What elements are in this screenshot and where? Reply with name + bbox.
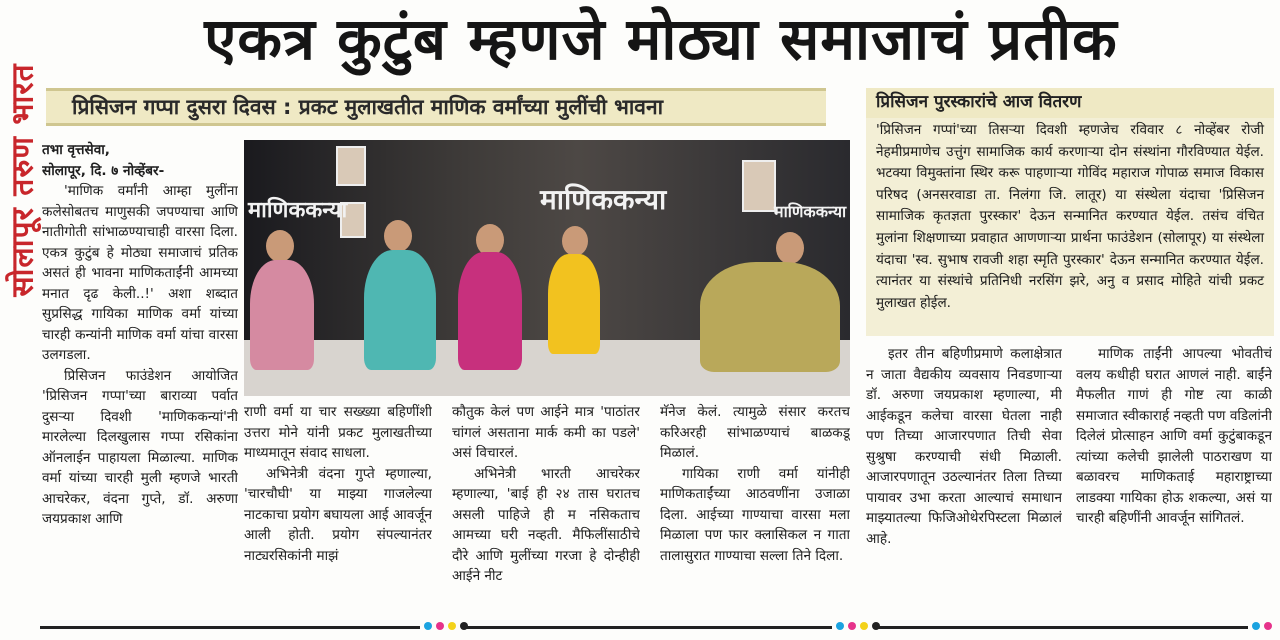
paragraph: प्रिसिजन फाउंडेशन आयोजित 'प्रिसिजन गप्पा'च्या बाराव्या पर्वात दुसऱ्या दिवशी 'माणिककन्यां'नी मारलेल्या दिलखुलास गप्पा रसिकांना ऑनलाईन पाहायला मिळाल्या. माणिक वर्मा यांच्या चारही मुली म्हणजे भारती आचरेकर, वंदना गुप्ते, डॉ. अरुणा जयप्रकाश आणि xyxy=(42,367,238,527)
photo-portrait xyxy=(742,160,776,212)
speaker-head xyxy=(562,226,588,256)
color-dots xyxy=(836,622,880,632)
speaker-4 xyxy=(548,254,600,354)
masthead-text: सोलापूर तरुण भारत xyxy=(5,63,41,297)
masthead-side xyxy=(0,30,42,330)
photo-portrait xyxy=(336,146,366,186)
footer-rule xyxy=(878,626,1248,629)
paragraph: गायिका राणी वर्मा यांनीही माणिकताईंच्या आठवणींना उजाळा दिला. आईच्या गाण्याचा वारसा मला मिळाला पण फार क्लासिकल न गाता तालासुरात गाण्याचा सल्ला तिने दिला. xyxy=(660,465,850,564)
article-column-6 xyxy=(1076,344,1272,618)
sidebar-body xyxy=(866,118,1274,336)
subheadline: प्रिसिजन गप्पा दुसरा दिवस : प्रकट मुलाखतीत माणिक वर्मांच्या मुलींची भावना xyxy=(46,88,826,126)
speaker-3 xyxy=(458,252,522,370)
byline-dateline: सोलापूर, दि. ७ नोव्हेंबर- xyxy=(42,162,165,179)
paragraph: अभिनेत्री भारती आचरेकर म्हणाल्या, 'बाई ही २४ तास घरातच असली पाहिजे ही म नसिकताच आमच्या घरी नव्हती. मैफिलींसाठीचे दौरे आणि मुलींच्या गरजा हे दोन्हीही आईने नीट xyxy=(452,465,640,584)
color-dots xyxy=(424,622,468,632)
byline-agency: तभा वृत्तसेवा, xyxy=(42,142,110,158)
article-column-4 xyxy=(660,402,850,618)
photo-title-right: माणिककन्या xyxy=(774,202,847,221)
speaker-5 xyxy=(700,262,840,372)
footer-rule xyxy=(40,626,420,629)
article-column-3 xyxy=(452,402,640,618)
paragraph: अभिनेत्री वंदना गुप्ते म्हणाल्या, 'चारचौघी' या माझ्या गाजलेल्या नाटकाचा प्रयोग बघायला आई आवर्जून आली होती. प्रयोग संपल्यानंतर नाट्यरसिकांनी माझं xyxy=(244,465,432,564)
article-column-2 xyxy=(244,402,432,618)
paragraph: 'माणिक वर्मांनी आम्हा मुलींना कलेसोबतच माणुसकी जपण्याचा आणि नातीगोती सांभाळण्याचाही वारसा दिला. एकत्र कुटुंब हे मोठ्या समाजाचं प्रतिक असतं ही भावना माणिकताईंनी आमच्या मनात दृढ केली..!' अशा शब्दात सुप्रसिद्ध गायिका माणिक वर्मा यांच्या चारही कन्यांनी माणिक वर्मा यांचा वारसा उलगडला. xyxy=(42,183,238,363)
event-photo xyxy=(244,140,850,396)
speaker-head xyxy=(776,232,804,264)
paragraph: राणी वर्मा या चार सख्ख्या बहिणींशी उत्तरा मोने यांनी प्रकट मुलाखतीच्या माध्यमातून संवाद साधला. xyxy=(244,404,432,461)
speaker-2 xyxy=(364,250,436,370)
photo-title-left: माणिककन्या xyxy=(248,198,348,223)
photo-title-center: माणिककन्या xyxy=(540,183,667,216)
paragraph: कौतुक केलं पण आईने मात्र 'पाठांतर चांगलं असताना मार्क कमी का पडले' असं विचारलं. xyxy=(452,404,640,461)
speaker-head xyxy=(266,230,294,262)
speaker-head xyxy=(384,220,412,252)
sidebar-title: प्रिसिजन पुरस्कारांचे आज वितरण xyxy=(866,88,1274,118)
headline: एकत्र कुटुंब म्हणजे मोठ्या समाजाचं प्रतीक xyxy=(204,5,1118,73)
article-column-1 xyxy=(42,140,238,618)
footer-rule xyxy=(466,626,832,629)
color-dots xyxy=(1252,622,1272,632)
paragraph: माणिक ताईंनी आपल्या भोवतीचं वलय कधीही घरात आणलं नाही. बाईंने मैफलीत गाणं ही गोष्ट त्या काळी समाजात स्वीकारार्ह नव्हती पण वडिलांनी दिलेलं प्रोत्साहन आणि वर्मा कुटुंबाकडून त्यांच्या कलेची झालेली पाठराखण या बळावरच माणिकताई महाराष्ट्राच्या लाडक्या गायिका होऊ शकल्या, असं या चारही बहिणींनी आवर्जून सांगितलं. xyxy=(1076,346,1272,526)
speaker-1 xyxy=(250,260,314,370)
article-column-5 xyxy=(866,344,1062,618)
sidebar-paragraph: 'प्रिसिजन गप्पां'च्या तिसऱ्या दिवशी म्हणजेच रविवार ८ नोव्हेंबर रोजी नेहमीप्रमाणेच उत्तुंग सामाजिक कार्य करणाऱ्या दोन संस्थांना गौरविण्यात येईल. भटक्या विमुक्तांना स्थिर करू पाहणाऱ्या गोविंद महाराज गोपाळ समाज विकास परिषद (अनसरवाडा ता. निलंगा जि. लातूर) या संस्थेला यंदाचा 'प्रिसिजन सामाजिक कृतज्ञता पुरस्कार' देऊन सन्मानित करण्यात येईल. तसंच वंचित मुलांना शिक्षणाच्या प्रवाहात आणणाऱ्या प्रार्थना फाउंडेशन (सोलापूर) या संस्थेला यंदाचा 'स्व. सुभाष रावजी शहा स्मृति पुरस्कार' देऊन सन्मानित करण्यात येईल. त्यानंतर या संस्थांचे प्रतिनिधी नरसिंग झरे, अनु व प्रसाद मोहिते यांची प्रकट मुलाखत होईल. xyxy=(876,122,1264,311)
paragraph: मॅनेज केलं. त्यामुळे संसार करतच करिअरही सांभाळण्याचं बाळकडू मिळालं. xyxy=(660,404,850,461)
paragraph: इतर तीन बहिणीप्रमाणे कलाक्षेत्रात न जाता वैद्यकीय व्यवसाय निवडणाऱ्या डॉ. अरुणा जयप्रकाश म्हणाल्या, मी आईकडून कलेचा वारसा घेतला नाही पण तिच्या आजारपणात तिची सेवा सुश्रुषा करण्याची संधी मिळाली. आजारपणातून उठल्यानंतर तिला तिच्या पायावर उभा करता आल्याचं समाधान माझ्यातल्या फिजिओथेरपिस्टला मिळालं आहे. xyxy=(866,346,1062,547)
